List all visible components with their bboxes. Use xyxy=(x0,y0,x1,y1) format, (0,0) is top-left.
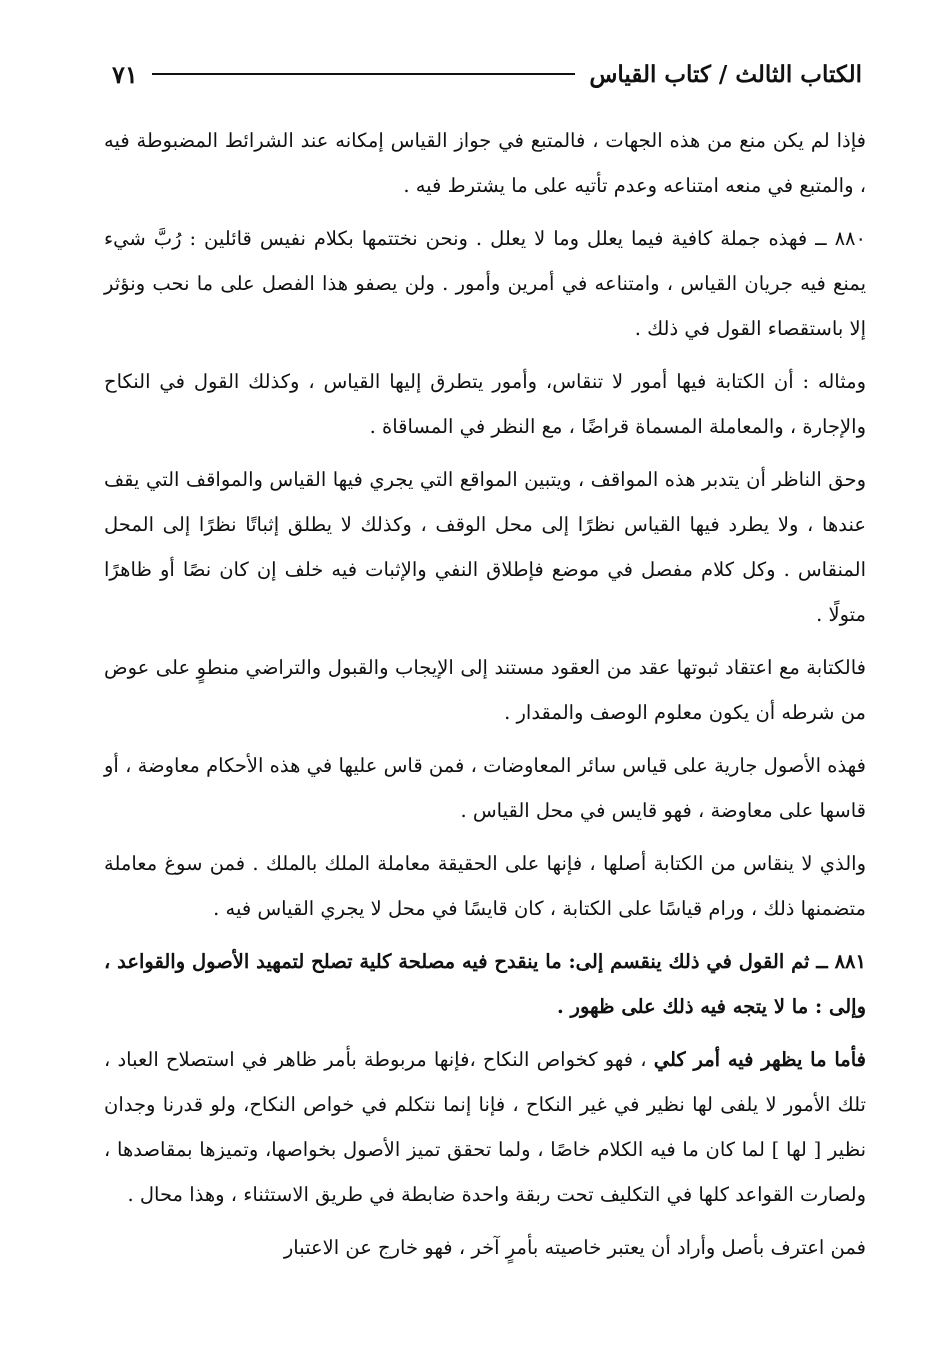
paragraph-fa-amma-bold: فأما ما يظهر فيه أمر كلي xyxy=(653,1048,866,1071)
header-title: الكتاب الثالث / كتاب القياس xyxy=(589,60,862,88)
paragraph: فالكتابة مع اعتقاد ثبوتها عقد من العقود مستند إلى الإيجاب والقبول والتراضي منطوٍ على عوض من شرطه أن يكون معلوم الوصف والمقدار . xyxy=(104,656,866,724)
paragraph: فإذا لم يكن منع من هذه الجهات ، فالمتبع في جواز القياس إمكانه عند الشرائط المضبوطة فيه ، والمتبع في منعه امتناعه وعدم تأتيه على ما يشترط فيه . xyxy=(104,129,866,197)
paragraph-fa-amma-rest: ، فهو كخواص النكاح ،فإنها مربوطة بأمر ظاهر في استصلاح العباد ، تلك الأمور لا يلفى لها نظير في غير النكاح ، فإنا إنما نتكلم في خواص النكاح، ولو قدرنا وجدان نظير [ لها ] لما كان ما فيه الكلام خاصًا ، ولما تحقق تميز الأصول بخواصها، وتميزها بمقاصدها ، ولصارت القواعد كلها في التكليف تحت ربقة واحدة ضابطة في طريق الاستثناء ، وهذا محال . xyxy=(104,1048,866,1206)
paragraph: فهذه الأصول جارية على قياس سائر المعاوضات ، فمن قاس عليها في هذه الأحكام معاوضة ، أو قاسها على معاوضة ، فهو قايس في محل القياس . xyxy=(104,754,866,822)
paragraph: ومثاله : أن الكتابة فيها أمور لا تنقاس، وأمور يتطرق إليها القياس ، وكذلك القول في النكاح والإجارة ، والمعاملة المسماة قراضًا ، مع النظر في المساقاة . xyxy=(104,370,866,438)
header-rule xyxy=(152,73,576,75)
paragraph-881-lead: ٨٨١ ــ ثم القول في ذلك ينقسم إلى: xyxy=(561,950,866,973)
paragraph: والذي لا ينقاس من الكتابة أصلها ، فإنها على الحقيقة معاملة الملك بالملك . فمن سوغ معاملة متضمنها ذلك ، ورام قياسًا على الكتابة ، كان قايسًا في محل لا يجري القياس فيه . xyxy=(104,852,866,920)
paragraph-881-bold: ما ينقدح فيه مصلحة كلية تصلح لتمهيد الأصول والقواعد ، وإلى : ما لا يتجه فيه ذلك على ظهور . xyxy=(104,950,866,1018)
paragraph-fa-amma xyxy=(104,1037,866,1217)
page-number: ٧١ xyxy=(112,59,138,89)
last-paragraph: فمن اعترف بأصل وأراد أن يعتبر خاصيته بأمرٍ آخر ، فهو خارج عن الاعتبار xyxy=(283,1236,866,1259)
running-header xyxy=(112,52,862,96)
paragraph-881 xyxy=(104,939,866,1029)
paragraph: وحق الناظر أن يتدبر هذه المواقف ، ويتبين المواقع التي يجري فيها القياس والمواقف التي يقف عندها ، ولا يطرد فيها القياس نظرًا إلى محل الوقف ، وكذلك لا يطلق إثباتًا نظرًا إلى المحل المنقاس . وكل كلام مفصل في موضع فإطلاق النفي والإثبات فيه خلف إن كان نصًا أو ظاهرًا متولًا . xyxy=(104,468,866,626)
body-text xyxy=(104,118,866,1278)
paragraph: ٨٨٠ ــ فهذه جملة كافية فيما يعلل وما لا يعلل . ونحن نختتمها بكلام نفيس قائلين : رُبَّ شيء يمنع فيه جريان القياس ، وامتناعه في أمرين وأمور . ولن يصفو هذا الفصل على ما نحب ونؤثر إلا باستقصاء القول في ذلك . xyxy=(104,227,866,340)
